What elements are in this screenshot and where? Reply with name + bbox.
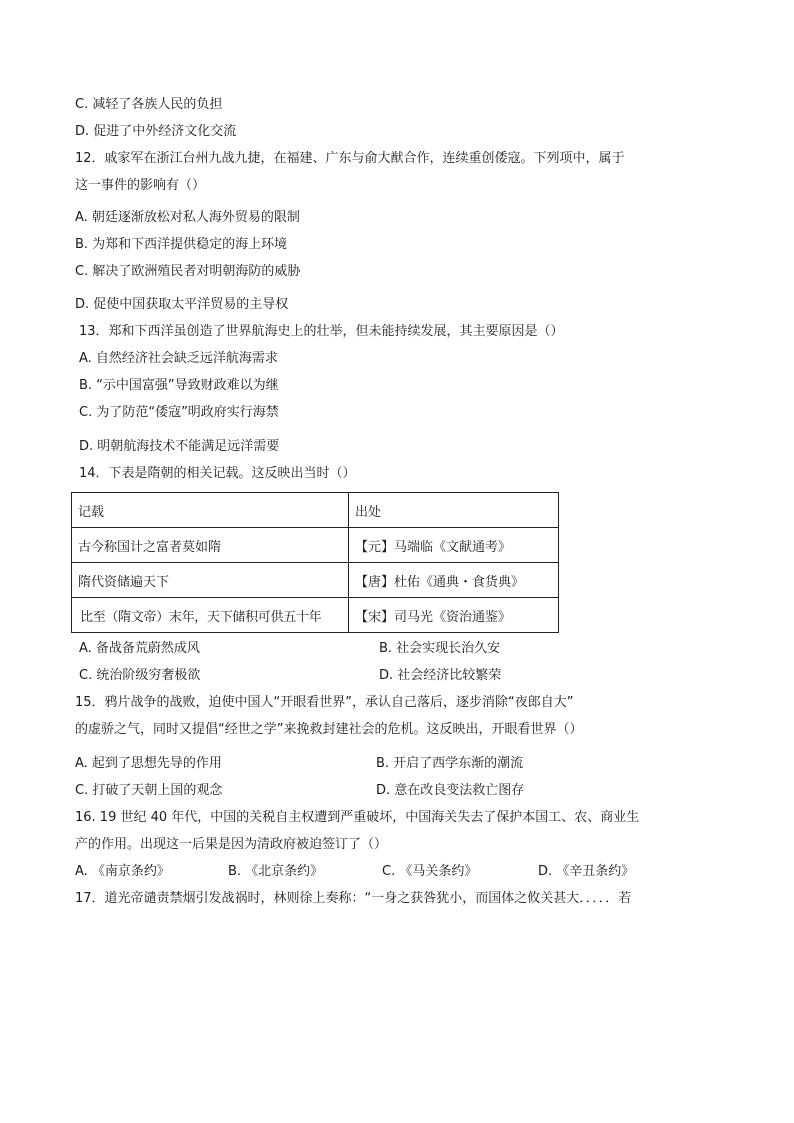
q12-option-b: B. 为郑和下西洋提供稳定的海上环境 [75, 237, 288, 252]
q15-option-c: C. 打破了天朝上国的观念 [75, 783, 223, 798]
q16-option-c: C. 《马关条约》 [382, 864, 478, 879]
table-row [72, 528, 559, 563]
table-cell-source: 【宋】司马光《资治通鉴》 [349, 598, 559, 633]
q14-option-c: C. 统治阶级穷奢极欲 [79, 668, 201, 683]
q16-option-a: A. 《南京条约》 [75, 864, 170, 879]
q16-option-b: B. 《北京条约》 [228, 864, 324, 879]
q15-stem-line2: 的虚骄之气，同时又提倡“经世之学”来挽救封建社会的危机。这反映出，开眼看世界（） [75, 722, 583, 737]
q12-option-d: D. 促使中国获取太平洋贸易的主导权 [75, 297, 289, 312]
table-header-source: 出处 [349, 493, 559, 528]
table-cell-record: 比至（隋文帝）末年，天下储积可供五十年 [72, 598, 349, 633]
q13-option-d: D. 明朝航海技术不能满足远洋需要 [79, 439, 280, 454]
q13-option-c: C. 为了防范“倭寇”明政府实行海禁 [79, 405, 279, 420]
q14-record-table [71, 492, 559, 633]
q13-option-b: B. “示中国富强”导致财政难以为继 [79, 378, 279, 393]
q12-option-a: A. 朝廷逐渐放松对私人海外贸易的限制 [75, 210, 300, 225]
table-row [72, 563, 559, 598]
q16-option-d: D. 《辛丑条约》 [538, 864, 635, 879]
q16-stem-line2: 产的作用。出现这一后果是因为清政府被迫签订了（） [75, 837, 388, 852]
q16-stem-line1: 16. 19 世纪 40 年代，中国的关税自主权遭到严重破坏，中国海关失去了保护本国工、农、商业生 [75, 810, 640, 825]
q15-option-b: B. 开启了西学东渐的潮流 [376, 756, 524, 771]
q17-stem-line1: 17．道光帝谴责禁烟引发战祸时，林则徐上奏称：“一身之获咎犹小，而国体之攸关甚大．．．．．若 [75, 891, 632, 906]
table-cell-record: 古今称国计之富者莫如隋 [72, 528, 349, 563]
table-row [72, 598, 559, 633]
q14-stem: 14．下表是隋朝的相关记载。这反映出当时（） [79, 466, 356, 481]
q12-stem-line1: 12．戚家军在浙江台州九战九捷，在福建、广东与俞大猷合作，连续重创倭寇。下列项中，属于 [75, 151, 625, 166]
q14-option-b: B. 社会实现长治久安 [379, 641, 501, 656]
table-header-record: 记载 [72, 493, 349, 528]
q12-stem-line2: 这一事件的影响有（） [75, 178, 206, 193]
q15-option-a: A. 起到了思想先导的作用 [75, 756, 222, 771]
table-cell-source: 【唐】杜佑《通典・食货典》 [349, 563, 559, 598]
table-cell-source: 【元】马端临《文献通考》 [349, 528, 559, 563]
q15-stem-line1: 15．鸦片战争的战败，迫使中国人“开眼看世界”，承认自己落后，逐步消除“夜郎自大” [75, 695, 574, 710]
table-cell-record: 隋代资储遍天下 [72, 563, 349, 598]
q11-option-d: D. 促进了中外经济文化交流 [75, 124, 237, 139]
q14-option-d: D. 社会经济比较繁荣 [379, 668, 502, 683]
q12-option-c: C. 解决了欧洲殖民者对明朝海防的威胁 [75, 264, 301, 279]
q13-stem: 13．郑和下西洋虽创造了世界航海史上的壮举，但未能持续发展，其主要原因是（） [79, 324, 564, 339]
q13-option-a: A. 自然经济社会缺乏远洋航海需求 [79, 351, 278, 366]
q14-option-a: A. 备战备荒蔚然成风 [79, 641, 200, 656]
table-header-row [72, 493, 559, 528]
q15-option-d: D. 意在改良变法救亡图存 [376, 783, 525, 798]
q11-option-c: C. 减轻了各族人民的负担 [75, 97, 223, 112]
